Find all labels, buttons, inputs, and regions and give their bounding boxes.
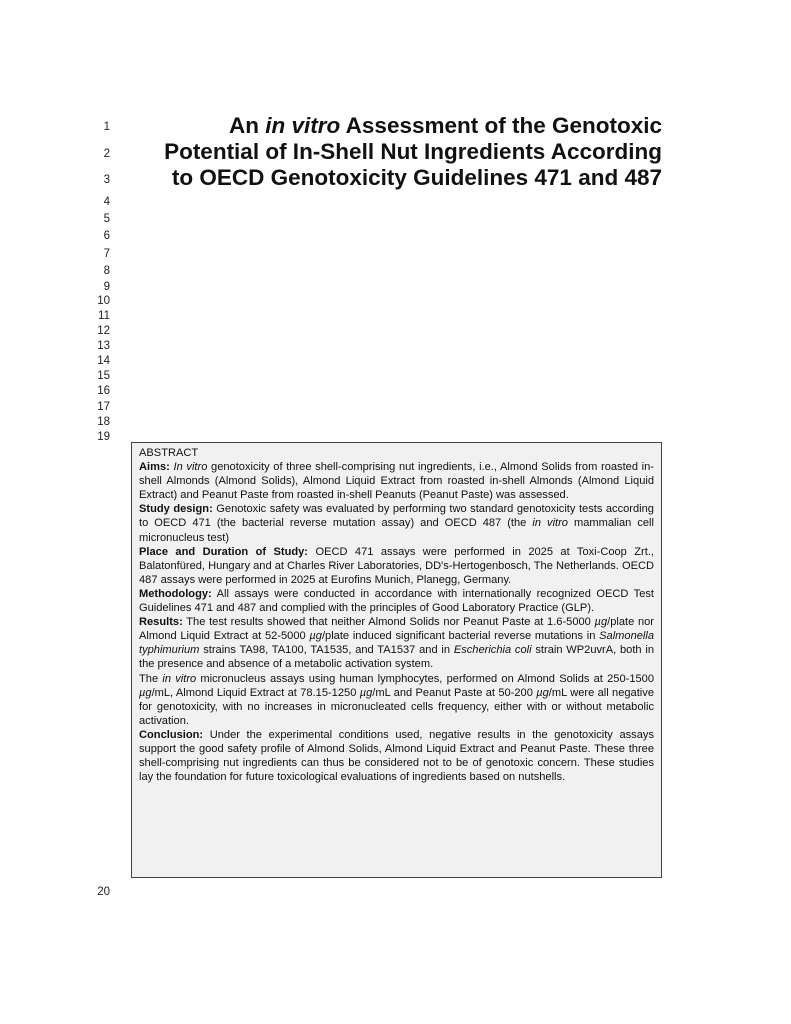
aims-label: Aims: — [139, 461, 170, 474]
micronucleus-text-4: /mL and Peanut Paste at 50-200 — [372, 686, 537, 699]
conclusion-text: Under the experimental conditions used, negative results in the genotoxicity assays support the good safety profile of Almond Solids, Almond Liquid Extract and Peanut Paste. These three shell-comprising nut ingredients can thus be considered not to be of genotoxic concern. These studies lay the foundation for future toxicological evaluations of ingredients based on nutshells. — [139, 728, 654, 784]
place-label: Place and Duration of Study: — [139, 545, 309, 558]
line-number: 3 — [103, 174, 110, 186]
line-number: 15 — [97, 370, 110, 382]
line-number: 20 — [97, 886, 110, 898]
abstract-box — [131, 442, 662, 878]
study-design-text: Genotoxic safety was evaluated by performing two standard genotoxicity tests according to OECD 471 (the bacterial reverse mutation assay) and OECD 487 (the — [139, 503, 654, 530]
results-text-1: The test results showed that neither Almond Solids nor Peanut Paste at 1.6-5000 — [182, 616, 595, 629]
abstract-heading: ABSTRACT — [139, 447, 199, 459]
results-unit-2: µg — [309, 630, 322, 643]
line-number: 1 — [103, 121, 110, 133]
line-number: 19 — [97, 431, 110, 443]
micronucleus-unit-1: µg — [139, 686, 152, 699]
title-line-1-rest: Assessment of the Genotoxic — [340, 113, 662, 138]
line-number: 4 — [103, 196, 110, 208]
micronucleus-text-1: The — [139, 672, 163, 685]
abstract-micronucleus — [139, 672, 654, 728]
line-number: 10 — [97, 295, 110, 307]
methodology-label: Methodology: — [139, 587, 212, 600]
study-design-text-2: mammalian cell micronucleus test) — [139, 517, 654, 544]
page-title — [130, 113, 662, 191]
abstract-results — [139, 615, 654, 671]
line-number: 6 — [103, 230, 110, 242]
results-label: Results: — [139, 616, 183, 629]
title-line-3: to OECD Genotoxicity Guidelines 471 and 487 — [171, 165, 662, 190]
micronucleus-unit-2: µg — [359, 686, 373, 699]
line-number: 14 — [97, 355, 110, 367]
line-number: 13 — [97, 340, 110, 352]
line-number: 11 — [98, 310, 110, 322]
line-number: 18 — [97, 416, 110, 428]
line-number: 5 — [103, 213, 110, 225]
line-number: 9 — [103, 281, 110, 293]
line-number: 16 — [97, 385, 110, 397]
micronucleus-text-3: /mL, Almond Liquid Extract at 78.15-1250 — [151, 686, 360, 699]
title-word-an: An — [228, 113, 266, 138]
results-text-4: strains TA98, TA100, TA1535, and TA1537 and in — [199, 644, 454, 657]
aims-text: genotoxicity of three shell-comprising nut ingredients, i.e., Almond Solids from roasted in-shell Almonds (Almond Solids), Almond Liquid Extract from roasted in-shell Almonds (Almond Liquid Extract) and Peanut Paste from roasted in-shell Peanuts (Peanut Paste) was assessed. — [139, 461, 655, 502]
line-number: 17 — [97, 401, 110, 413]
title-line-2: Potential of In-Shell Nut Ingredients According — [164, 139, 662, 164]
results-italic-2: Escherichia coli — [453, 644, 532, 657]
study-design-italic: in vitro — [532, 517, 568, 530]
study-design-label: Study design: — [139, 503, 213, 516]
abstract-methodology — [139, 587, 654, 615]
results-text-5: strain WP2uvrA, both in the presence and absence of a metabolic activation system. — [139, 644, 654, 671]
micronucleus-italic: in vitro — [162, 672, 197, 685]
title-line-1 — [130, 113, 662, 139]
results-text-3: /plate induced significant bacterial reverse mutations in — [321, 630, 600, 643]
micronucleus-unit-3: µg — [536, 686, 549, 699]
abstract-study-design — [139, 502, 654, 544]
results-italic-1: Salmonella typhimurium — [139, 630, 655, 657]
micronucleus-text-5: /mL were all negative for genotoxicity, with no increases in micronucleated cells frequency, either with or without metabolic activation. — [139, 686, 654, 727]
line-number: 7 — [103, 248, 110, 260]
micronucleus-text-2: micronucleus assays using human lymphocytes, performed on Almond Solids at 250-1500 — [196, 672, 655, 685]
line-number: 8 — [103, 265, 110, 277]
abstract-conclusion — [139, 728, 654, 784]
abstract-place — [139, 545, 654, 587]
line-number: 2 — [103, 148, 110, 160]
methodology-text: All assays were conducted in accordance with internationally recognized OECD Test Guidelines 471 and 487 and complied with the principles of Good Laboratory Practice (GLP). — [139, 587, 654, 615]
results-text-2: /plate nor Almond Liquid Extract at 52-5000 — [139, 616, 654, 643]
results-unit-1: µg — [594, 616, 608, 629]
abstract-aims — [139, 460, 654, 502]
conclusion-label: Conclusion: — [139, 728, 204, 741]
line-number: 12 — [97, 325, 110, 337]
aims-italic: In vitro — [169, 461, 208, 474]
place-text: OECD 471 assays were performed in 2025 at Toxi-Coop Zrt., Balatonfüred, Hungary and at Charles River Laboratories, DD's-Hertogenbosch, The Netherlands. OECD 487 assays were performed in 2025 at Eurofins Munich, Planegg, Germany. — [139, 545, 654, 586]
title-italic — [229, 113, 340, 138]
title-in-vitro: in vitro — [265, 113, 341, 138]
